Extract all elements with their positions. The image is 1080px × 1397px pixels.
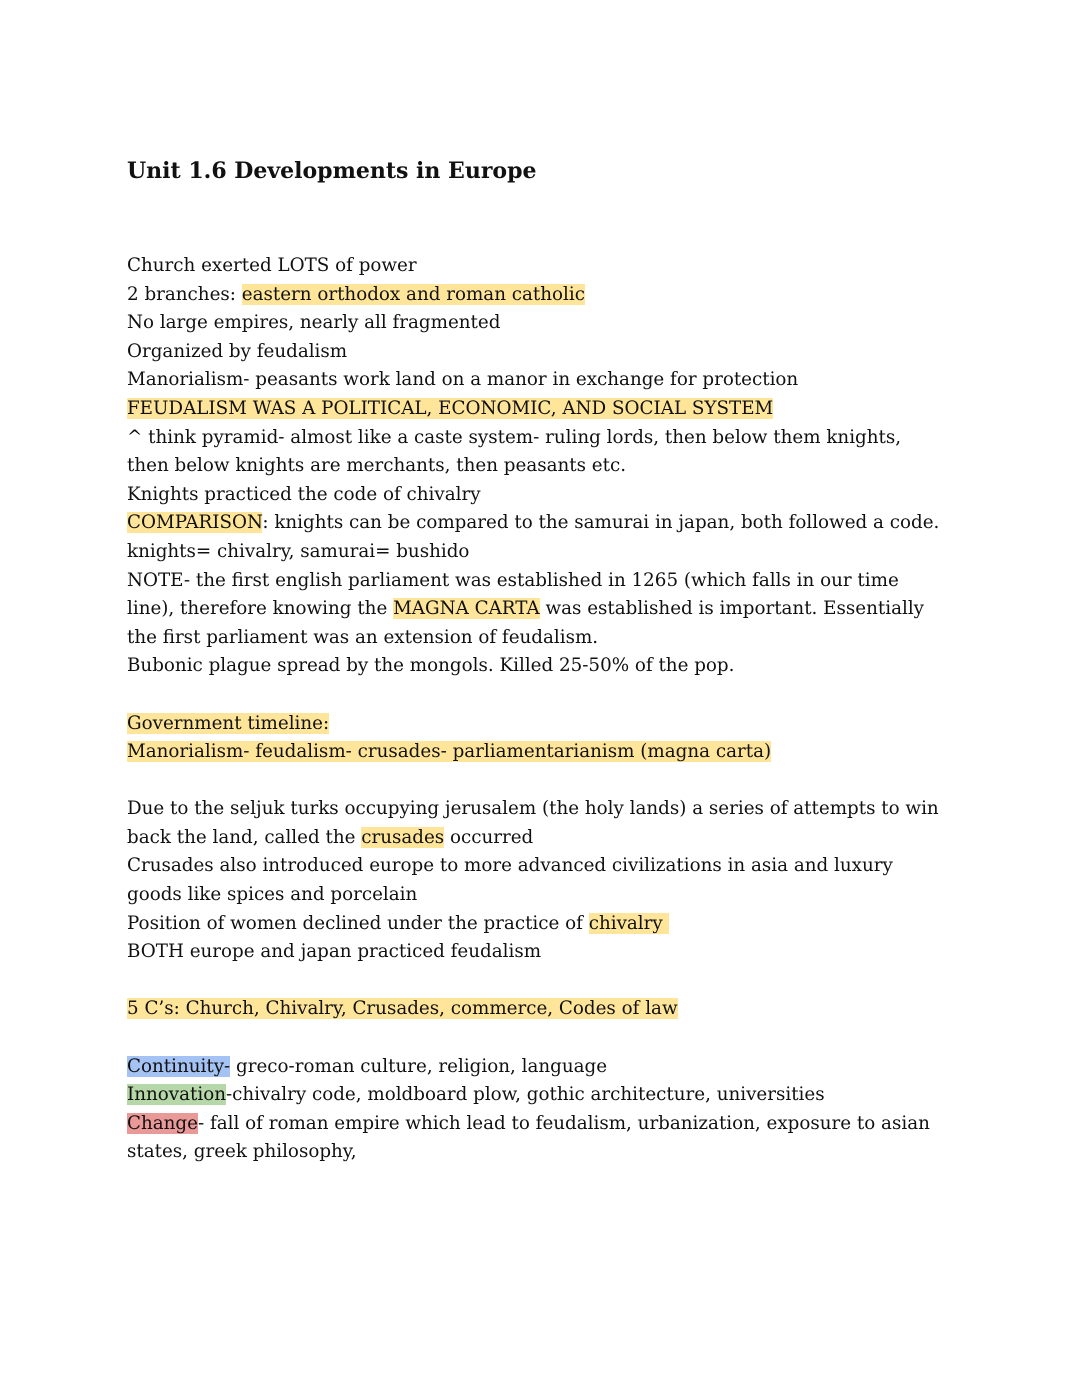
note-text: -chivalry code, moldboard plow, gothic architecture, universities: [225, 1084, 825, 1106]
note-line-five-cs: [127, 995, 947, 1024]
note-line-comparison: [127, 509, 947, 566]
note-line-church: Church exerted LOTS of power: [127, 255, 417, 276]
highlight-yellow: MAGNA CARTA: [393, 598, 540, 620]
highlight-yellow: eastern orthodox and roman catholic: [241, 283, 585, 305]
note-text: - fall of roman empire which lead to feudalism, urbanization, exposure to asian states, greek philosophy,: [127, 1112, 936, 1163]
note-line-both: BOTH europe and japan practiced feudalism: [127, 941, 542, 963]
note-line-crusades: [127, 795, 947, 852]
note-line-chivalry: Knights practiced the code of chivalry: [127, 483, 481, 505]
note-text: 2 branches:: [127, 283, 242, 305]
note-line-system: [127, 395, 947, 424]
note-text: was established is important. Essentially the first parliament was an extension of feudalism.: [127, 598, 930, 648]
note-line-gov-timeline: [127, 738, 947, 767]
note-text: greco-roman culture, religion, language: [230, 1055, 608, 1077]
spacer: [127, 967, 947, 996]
note-text: : knights can be compared to the samurai in japan, both followed a code. knights= chivalry, samurai= bushido: [127, 512, 946, 562]
note-line-manorialism: Manorialism- peasants work land on a manor in exchange for protection: [127, 369, 799, 391]
note-line-luxury-goods: Crusades also introduced europe to more advanced civilizations in asia and luxury goods like spices and porcelain: [127, 855, 899, 906]
highlight-yellow: COMPARISON: [127, 512, 263, 534]
note-line-women: [127, 910, 947, 939]
page-title: Unit 1.6 Developments in Europe: [127, 158, 537, 184]
highlight-blue: Continuity-: [127, 1055, 231, 1077]
highlight-green: Innovation: [127, 1084, 226, 1106]
note-line-branches: [127, 281, 947, 310]
highlight-yellow: chivalry: [588, 912, 669, 934]
highlight-yellow: crusades: [361, 826, 445, 848]
note-line-innovation: [127, 1081, 947, 1110]
highlight-yellow: Government timeline:: [127, 712, 330, 734]
spacer: [127, 767, 947, 796]
note-line-empires: No large empires, nearly all fragmented: [127, 312, 501, 334]
highlight-red: Change: [127, 1112, 198, 1134]
note-line-feudalism: Organized by feudalism: [127, 340, 348, 362]
note-text: NOTE- the first english parliament was established in 1265 (which falls in our time line), therefore knowing the: [127, 569, 905, 620]
note-line-pyramid: ^ think pyramid- almost like a caste system- ruling lords, then below them knights, then below knights are merchants, then peasants etc.: [127, 426, 907, 477]
note-text: Position of women declined under the practice of: [127, 912, 589, 934]
highlight-yellow: Manorialism- feudalism- crusades- parliamentarianism (magna carta): [127, 741, 772, 763]
spacer: [127, 1024, 947, 1053]
note-line-gov-timeline-heading: [127, 710, 947, 739]
spacer: [127, 681, 947, 710]
document-page: [127, 150, 947, 1167]
highlight-yellow: 5 C’s: Church, Chivalry, Crusades, commerce, Codes of law: [127, 998, 678, 1020]
note-text: occurred: [444, 826, 534, 848]
highlight-yellow: FEUDALISM WAS A POLITICAL, ECONOMIC, AND SOCIAL SYSTEM: [127, 397, 774, 419]
note-text: Due to the seljuk turks occupying jerusalem (the holy lands) a series of attempts to win back the land, called the: [127, 798, 945, 848]
note-line-plague: Bubonic plague spread by the mongols. Killed 25-50% of the pop.: [127, 655, 735, 677]
note-line-parliament: [127, 567, 947, 653]
note-line-continuity: [127, 1053, 947, 1082]
notes-body: [127, 252, 947, 1167]
note-line-change: [127, 1110, 947, 1167]
